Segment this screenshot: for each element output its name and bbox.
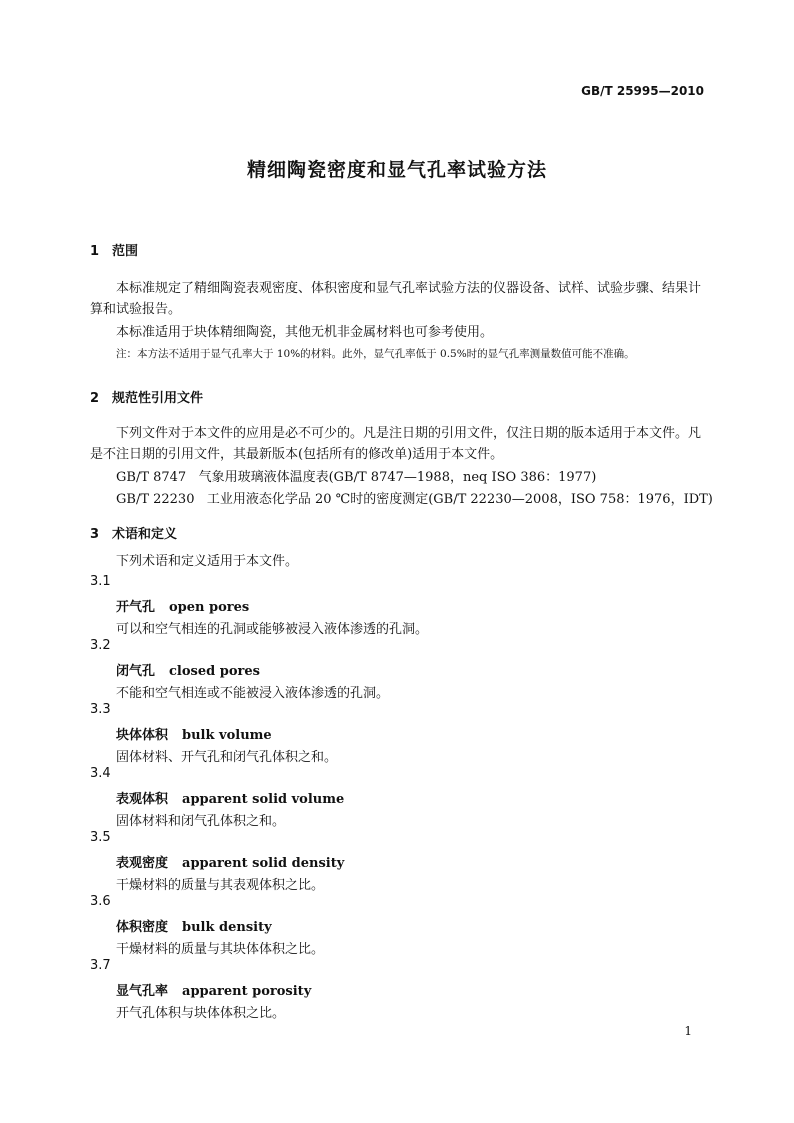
term-chinese: 闭气孔 <box>116 664 156 679</box>
term-english: apparent porosity <box>182 984 312 999</box>
section-title: 规范性引用文件 <box>112 391 204 406</box>
term-entry <box>116 788 344 807</box>
term-english: apparent solid density <box>182 856 345 871</box>
term-chinese: 显气孔率 <box>116 984 169 999</box>
term-definition: 固体材料、开气孔和闭气孔体积之和。 <box>116 750 338 765</box>
term-number: 3.7 <box>90 958 111 973</box>
term-english: bulk volume <box>182 728 272 743</box>
document-title: 精细陶瓷密度和显气孔率试验方法 <box>246 159 547 181</box>
paragraph: 下列术语和定义适用于本文件。 <box>116 554 299 569</box>
paragraph: 本标准规定了精细陶瓷表观密度、体积密度和显气孔率试验方法的仪器设备、试样、试验步骤、结果计算和试验报告。 <box>90 281 702 317</box>
term-number: 3.5 <box>90 830 111 845</box>
term-english: closed pores <box>169 664 260 679</box>
section-number: 3 <box>90 527 100 542</box>
term-chinese: 开气孔 <box>116 600 156 615</box>
term-number: 3.1 <box>90 574 111 589</box>
section-title: 术语和定义 <box>112 527 178 542</box>
term-definition: 可以和空气相连的孔洞或能够被浸入液体渗透的孔洞。 <box>116 622 429 637</box>
term-entry <box>116 980 311 999</box>
paragraph: 下列文件对于本文件的应用是必不可少的。凡是注日期的引用文件，仅注日期的版本适用于本文件。凡是不注日期的引用文件，其最新版本(包括所有的修改单)适用于本文件。 <box>90 426 702 462</box>
term-definition: 不能和空气相连或不能被浸入液体渗透的孔洞。 <box>116 686 390 701</box>
reference-item: GB/T 22230 工业用液态化学品 20 ℃时的密度测定(GB/T 22230—2008，ISO 758：1976，IDT) <box>116 492 713 507</box>
term-definition: 固体材料和闭气孔体积之和。 <box>116 814 286 829</box>
term-number: 3.4 <box>90 766 111 781</box>
paragraph: 本标准适用于块体精细陶瓷，其他无机非金属材料也可参考使用。 <box>116 325 494 340</box>
term-number: 3.2 <box>90 638 111 653</box>
section-2-heading <box>90 387 203 406</box>
section-3-heading <box>90 523 177 542</box>
term-entry <box>116 724 272 743</box>
term-english: open pores <box>169 600 250 615</box>
term-english: apparent solid volume <box>182 792 345 807</box>
term-chinese: 表观体积 <box>116 792 169 807</box>
term-number: 3.6 <box>90 894 111 909</box>
term-definition: 干燥材料的质量与其块体体积之比。 <box>116 942 325 957</box>
section-title: 范围 <box>112 244 139 259</box>
term-entry <box>116 596 249 615</box>
note: 注：本方法不适用于显气孔率大于 10%的材料。此外，显气孔率低于 0.5%时的显气孔率测量数值可能不准确。 <box>116 348 635 360</box>
term-chinese: 块体体积 <box>116 728 169 743</box>
section-number: 1 <box>90 244 100 259</box>
term-definition: 开气孔体积与块体体积之比。 <box>116 1006 286 1021</box>
term-number: 3.3 <box>90 702 111 717</box>
term-entry <box>116 660 260 679</box>
term-entry <box>116 852 344 871</box>
term-definition: 干燥材料的质量与其表观体积之比。 <box>116 878 325 893</box>
reference-item: GB/T 8747 气象用玻璃液体温度表(GB/T 8747—1988，neq ISO 386：1977) <box>116 470 597 485</box>
standard-code: GB/T 25995—2010 <box>581 84 704 98</box>
term-english: bulk density <box>182 920 272 935</box>
term-entry <box>116 916 272 935</box>
term-chinese: 表观密度 <box>116 856 169 871</box>
term-chinese: 体积密度 <box>116 920 169 935</box>
section-number: 2 <box>90 391 100 406</box>
section-1-heading <box>90 240 138 259</box>
page-number: 1 <box>684 1024 692 1038</box>
